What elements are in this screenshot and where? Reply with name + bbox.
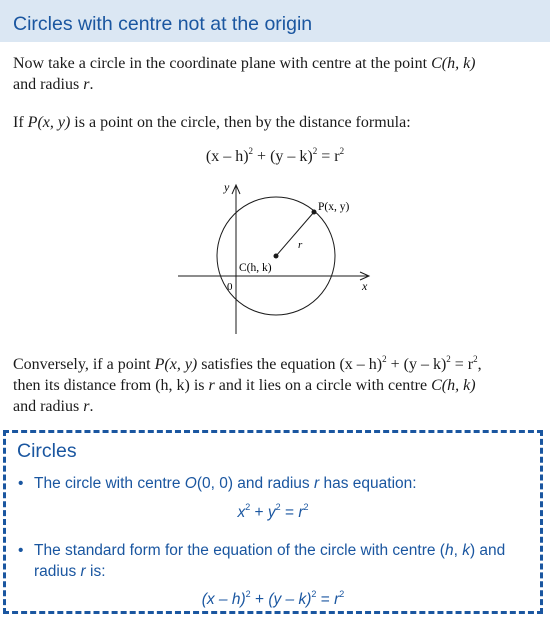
bullet-dot: •: [18, 475, 24, 492]
bullet-2-text: The standard form for the equation of the circle with centre (h, k) and radius r is:: [34, 542, 506, 580]
point-letter: P: [27, 114, 38, 131]
summary-box: [3, 430, 543, 614]
eq1-exp-b: 2: [312, 146, 318, 156]
eq1-plus: +: [253, 148, 271, 165]
radius-label: r: [298, 239, 303, 251]
point-args: (x, y): [37, 114, 71, 131]
standard-form-equation: $(x - h)^2 + (y - k)^2 = r^2$: [201, 589, 345, 608]
point-text-post: is a point on the circle, then by the distance formula:: [70, 114, 411, 131]
point-p: [312, 210, 317, 215]
converse-line2-mid: and it lies on a circle with centre: [214, 377, 432, 394]
converse-exp-r: 2: [473, 354, 478, 364]
eq1-exp-r: 2: [339, 146, 345, 156]
intro-text-1: Now take a circle in the coordinate plane with centre at the point: [13, 55, 432, 72]
converse-eq-a: (x – h): [339, 356, 383, 373]
point-text-pre: If: [13, 114, 28, 131]
converse-line3: and radius: [13, 398, 84, 415]
converse-exp-b: 2: [446, 354, 451, 364]
eq1-rhs: = r: [317, 148, 340, 165]
origin-label: 0: [227, 281, 233, 293]
intro-text-2: and radius: [13, 76, 84, 93]
centre-point: [274, 254, 279, 259]
y-axis-label: y: [224, 180, 230, 194]
eq1-term-b: (y – k): [270, 148, 313, 165]
converse-line3-r: r: [83, 398, 90, 415]
converse-pre: Conversely, if a point: [13, 356, 155, 373]
converse-line3-end: .: [89, 398, 94, 415]
x-axis-label: x: [362, 279, 368, 293]
eq1-term-a: (x – h): [205, 148, 249, 165]
converse-line2-r: r: [208, 377, 215, 394]
converse-mid: satisfies the equation: [197, 356, 340, 373]
converse-comma: ,: [477, 356, 482, 373]
point-p-label: P(x, y): [318, 201, 350, 213]
bullet-dot: •: [18, 542, 24, 559]
converse-eq-rhs: = r: [450, 356, 474, 373]
section-title: Circles with centre not at the origin: [13, 13, 313, 35]
intro-period: .: [89, 76, 94, 93]
converse-paragraph: Conversely, if a point P(x, y) satisfies the equation $(x - h)^2 + (y - k)^2 = r^2$, then its distance from (h, k) is r and it lies on a circle with centre C(h, k) and radius r.: [13, 354, 482, 415]
centre-label: C(h, k): [239, 262, 272, 274]
intro-radius: r: [83, 76, 90, 93]
bullet-1-text: The circle with centre O(0, 0) and radius r has equation:: [34, 475, 417, 492]
converse-exp-a: 2: [382, 354, 387, 364]
radius-line: [276, 212, 314, 256]
summary-title: Circles: [17, 440, 77, 462]
converse-line2-centre: C(h, k): [431, 377, 476, 394]
eq1-exp-a: 2: [248, 146, 254, 156]
intro-centre-args: (h, k): [441, 55, 476, 72]
converse-line2-pre: then its distance from (h, k) is: [13, 377, 209, 394]
converse-point: P(x, y): [154, 356, 198, 373]
origin-circle-equation: $x^2 + y^2 = r^2$: [237, 502, 309, 521]
intro-centre-letter: C: [431, 55, 442, 72]
converse-eq-b: (y – k): [403, 356, 447, 373]
